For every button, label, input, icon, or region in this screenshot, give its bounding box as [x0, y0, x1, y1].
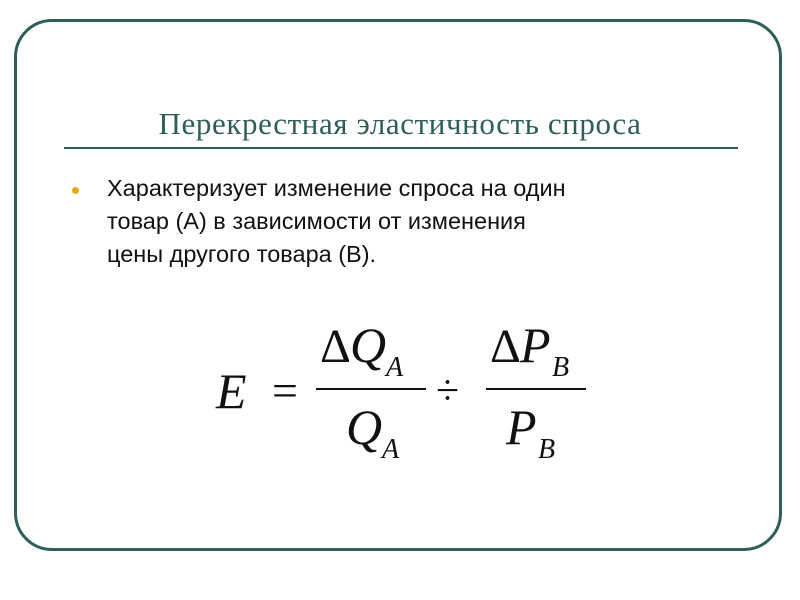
bullet-text: [107, 172, 727, 271]
elasticity-formula: [200, 300, 610, 480]
slide-title: Перекрестная эластичность спроса: [158, 106, 642, 141]
formula-lhs: E: [216, 363, 247, 419]
frac1-den-sub: A: [382, 434, 400, 465]
formula-equals: =: [272, 365, 298, 416]
frac2-den-var: P: [506, 399, 537, 455]
frac2-num-var: P: [520, 317, 551, 373]
frac1-bar: [316, 388, 426, 390]
frac1-num-sub: A: [386, 352, 404, 383]
bullet-dot-icon: [72, 187, 79, 194]
bullet-line-3: цены другого товара (В).: [107, 241, 377, 267]
frac1-num-var: Q: [350, 317, 387, 373]
frac1-den-var: Q: [346, 399, 383, 455]
frac2-bar: [486, 388, 586, 390]
title-underline: [64, 147, 738, 149]
bullet-line-1: Характеризует изменение спроса на один: [107, 175, 566, 201]
frac2-den-sub: B: [538, 434, 556, 465]
frac2-num-delta: Δ: [490, 320, 521, 373]
frac2-num-sub: B: [552, 352, 570, 383]
formula-svg: [200, 300, 610, 480]
formula-divide: ÷: [436, 368, 460, 414]
frac1-num-delta: Δ: [320, 320, 351, 373]
bullet-line-2: товар (А) в зависимости от изменения: [107, 208, 526, 234]
